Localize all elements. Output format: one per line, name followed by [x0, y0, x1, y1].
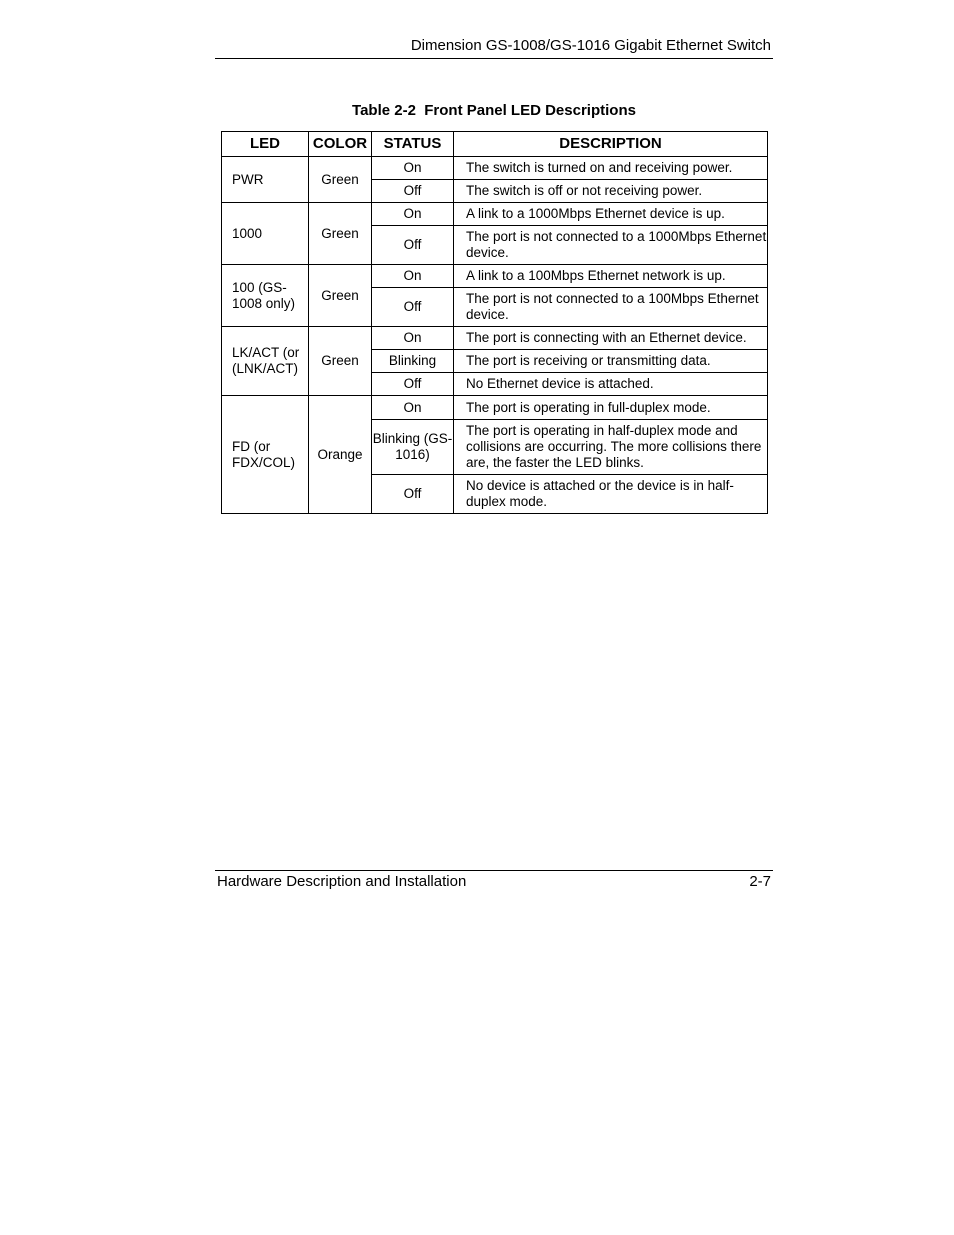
page-number: 2-7	[749, 873, 771, 890]
description-cell: The port is operating in full-duplex mode.	[454, 396, 768, 420]
column-header-led: LED	[222, 132, 309, 157]
table-row	[222, 396, 768, 420]
description-cell: The switch is off or not receiving power.	[454, 180, 768, 203]
led-name-cell: PWR	[222, 157, 309, 203]
status-cell: Off	[372, 180, 454, 203]
table-row	[222, 203, 768, 226]
description-cell: The port is connecting with an Ethernet device.	[454, 327, 768, 350]
table-row	[222, 265, 768, 288]
led-name-cell: 1000	[222, 203, 309, 265]
led-name-cell: 100 (GS-1008 only)	[222, 265, 309, 327]
description-cell: The port is operating in half-duplex mode and collisions are occurring. The more collisions there are, the faster the LED blinks.	[454, 420, 768, 475]
led-color-cell: Green	[309, 157, 372, 203]
table-row	[222, 157, 768, 180]
header-title: Dimension GS-1008/GS-1016 Gigabit Ethernet Switch	[410, 37, 771, 54]
page-footer	[215, 870, 773, 895]
status-cell: On	[372, 327, 454, 350]
status-cell: On	[372, 396, 454, 420]
led-color-cell: Green	[309, 327, 372, 396]
page-header	[215, 36, 773, 59]
status-cell: On	[372, 203, 454, 226]
description-cell: The port is not connected to a 1000Mbps Ethernet device.	[454, 226, 768, 265]
status-cell: Blinking	[372, 350, 454, 373]
led-color-cell: Orange	[309, 396, 372, 514]
status-cell: Off	[372, 475, 454, 514]
led-name-cell: FD (or FDX/COL)	[222, 396, 309, 514]
description-cell: A link to a 100Mbps Ethernet network is up.	[454, 265, 768, 288]
description-cell: The switch is turned on and receiving power.	[454, 157, 768, 180]
led-name-cell: LK/ACT (or (LNK/ACT)	[222, 327, 309, 396]
column-header-status: STATUS	[372, 132, 454, 157]
status-cell: On	[372, 265, 454, 288]
description-cell: The port is not connected to a 100Mbps Ethernet device.	[454, 288, 768, 327]
column-header-description: DESCRIPTION	[454, 132, 768, 157]
description-cell: No device is attached or the device is in half-duplex mode.	[454, 475, 768, 514]
column-header-color: COLOR	[309, 132, 372, 157]
description-cell: The port is receiving or transmitting data.	[454, 350, 768, 373]
table-caption: Table 2-2 Front Panel LED Descriptions	[352, 102, 636, 119]
footer-section-title: Hardware Description and Installation	[217, 873, 467, 890]
description-cell: A link to a 1000Mbps Ethernet device is up.	[454, 203, 768, 226]
status-cell: On	[372, 157, 454, 180]
status-cell: Off	[372, 373, 454, 396]
status-cell: Off	[372, 288, 454, 327]
led-description-table	[221, 131, 768, 514]
table-header-row	[222, 132, 768, 157]
table-row	[222, 327, 768, 350]
led-color-cell: Green	[309, 265, 372, 327]
led-color-cell: Green	[309, 203, 372, 265]
status-cell: Blinking (GS-1016)	[372, 420, 454, 475]
status-cell: Off	[372, 226, 454, 265]
description-cell: No Ethernet device is attached.	[454, 373, 768, 396]
